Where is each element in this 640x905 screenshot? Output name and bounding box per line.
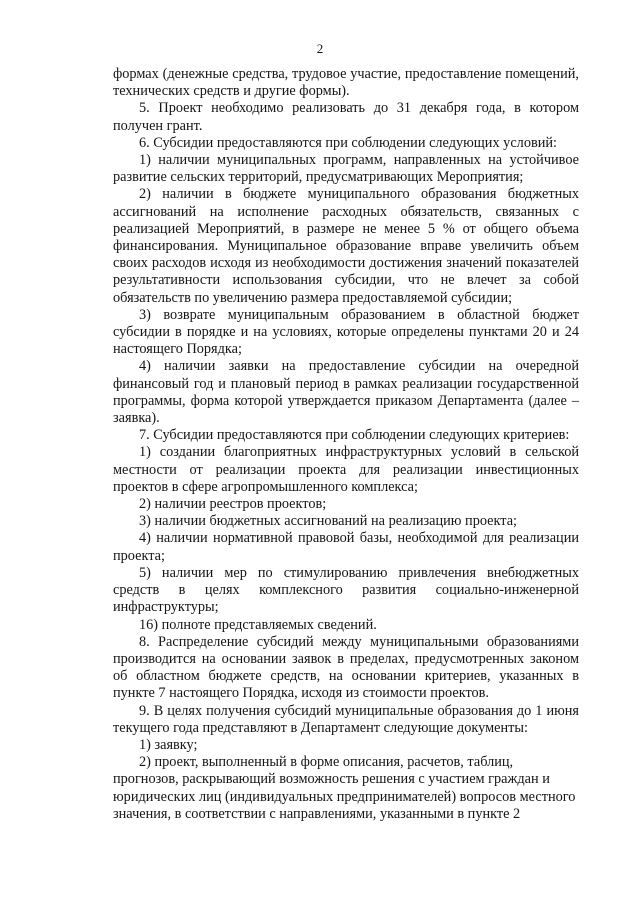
paragraph-4: 2) наличии в бюджете муниципального образования бюджетных ассигнований на исполнение расходных обязательств, связанных с реализацией Мероприятий, в размере не менее 5 % от общего объема финансирования. Муниципальное образование вправе увеличить объем своих расходов исходя из необходимости достижения значений показателей результативности использования субсидии, что не влечет за собой обязательств по увеличению размера предоставляемой субсидии; [113,186,579,306]
paragraph-8: 1) создании благоприятных инфраструктурных условий в сельской местности от реализации проекта для реализации инвестиционных проектов в сфере агропромышленного комплекса; [113,444,579,495]
paragraph-5: 3) возврате муниципальным образованием в областной бюджет субсидии в порядке и на условиях, которые определены пунктами 20 и 24 настоящего Порядка; [113,306,579,358]
paragraph-9: 2) наличии реестров проектов; [139,496,327,513]
paragraph-16: 1) заявку; [139,736,198,753]
paragraph-11: 4) наличии нормативной правовой базы, необходимой для реализации проекта; [113,530,579,564]
paragraph-2: 6. Субсидии предоставляются при соблюдении следующих условий: [139,134,557,151]
paragraph-6: 4) наличии заявки на предоставление субсидии на очередной финансовый год и плановый период в рамках реализации государственной программы, форма которой утверждается приказом Департамента (далее – заявка). [113,358,579,427]
paragraph-17: 2) проект, выполненный в форме описания, расчетов, таблиц, прогнозов, раскрывающий возможность решения с участием граждан и юридических лиц (индивидуальных предпринимателей) вопросов местного значения, в соответствии с направлениями, указанными в пункте 2 [113,754,576,822]
document-body [113,66,579,823]
paragraph-13: 16) полноте представляемых сведений. [139,616,377,633]
paragraph-15: 9. В целях получения субсидий муниципальные образования до 1 июня текущего года представляют в Департамент следующие документы: [113,702,579,736]
paragraph-7: 7. Субсидии предоставляются при соблюдении следующих критериев: [139,427,570,444]
paragraph-1: 5. Проект необходимо реализовать до 31 декабря года, в котором получен грант. [113,100,579,134]
paragraph-10: 3) наличии бюджетных ассигнований на реализацию проекта; [139,513,518,530]
paragraph-0: формах (денежные средства, трудовое участие, предоставление помещений, технических средств и другие формы). [113,66,579,100]
page-number: 2 [316,41,324,56]
paragraph-12: 5) наличии мер по стимулированию привлечения внебюджетных средств в целях комплексного развития социально-инженерной инфраструктуры; [113,564,579,616]
paragraph-3: 1) наличии муниципальных программ, направленных на устойчивое развитие сельских территорий, предусматривающих Мероприятия; [113,152,579,186]
paragraph-14: 8. Распределение субсидий между муниципальными образованиями производится на основании заявок в пределах, предусмотренных законом об областном бюджете средств, на основании критериев, указанных в пункте 7 настоящего Порядка, исходя из стоимости проектов. [113,633,579,702]
